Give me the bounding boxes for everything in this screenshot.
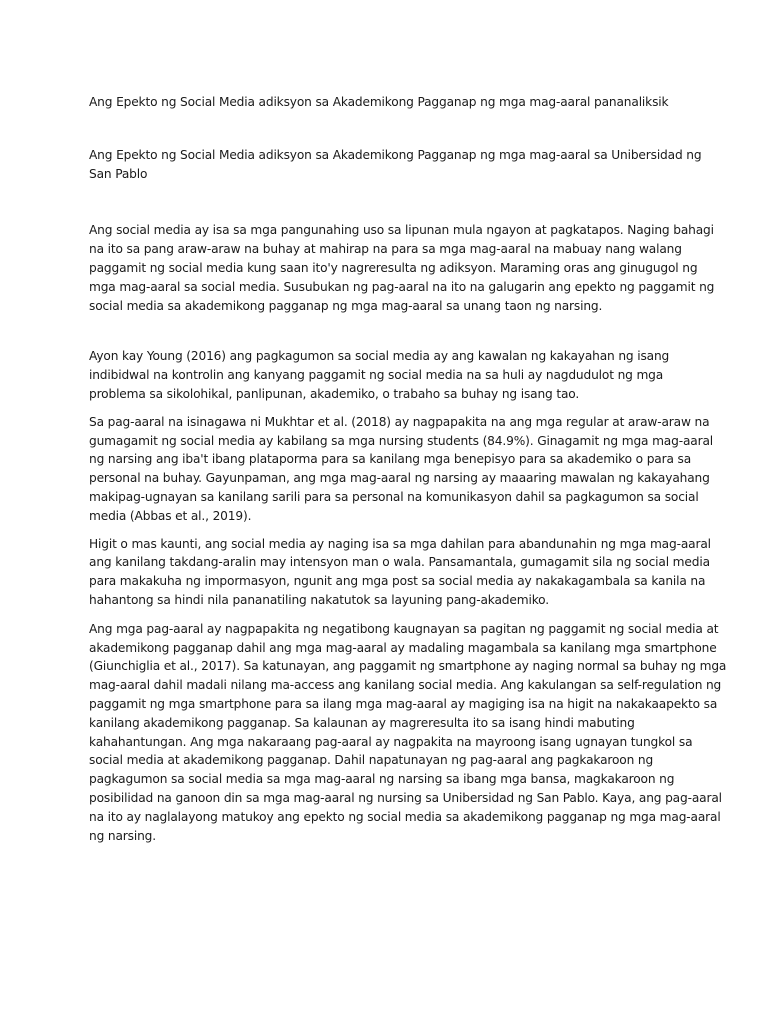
- text-line: ng narsing.: [89, 828, 156, 843]
- text-line: akademikong pagganap dahil ang mga mag-aaral ay madaling magambala sa kanilang mga smartphone: [89, 640, 717, 655]
- paragraph-mukhtar: [89, 413, 713, 526]
- document-title: [89, 93, 679, 112]
- text-line: makipag-ugnayan sa kanilang sarili para sa personal na komunikasyon dahil sa pagkagumon sa social: [89, 489, 699, 504]
- text-line: San Pablo: [89, 166, 148, 181]
- text-line: mga mag-aaral sa social media. Susubukan ng pag-aaral na ito na galugarin ang epekto ng paggamit ng: [89, 279, 715, 294]
- text-line: na ito sa pang araw-araw na buhay at mahirap na para sa mga mag-aaral na mabuay nang walang: [89, 242, 682, 257]
- text-line: Ayon kay Young (2016) ang pagkagumon sa social media ay ang kawalan ng kakayahan ng isang: [89, 349, 670, 364]
- text-line: Ang social media ay isa sa mga pangunahing uso sa lipunan mula ngayon at pagkatapos. Naging bahagi: [89, 223, 714, 238]
- text-line: kahahantungan. Ang mga nakaraang pag-aaral ay nagpakita na mayroong isang ugnayan tungkol sa: [89, 734, 693, 749]
- text-line: personal na buhay. Gayunpaman, ang mga mag-aaral ng narsing ay maaaring mawalan ng kakayahang: [89, 471, 710, 486]
- text-line: Ang mga pag-aaral ay nagpapakita ng negatibong kaugnayan sa pagitan ng paggamit ng social media at: [89, 621, 719, 636]
- text-line: mag-aaral dahil madali nilang ma-access ang kanilang social media. Ang kakulangan sa self-regulation ng: [89, 678, 722, 693]
- text-line: gumagamit ng social media ay kabilang sa mga nursing students (84.9%). Ginagamit ng mga mag-aaral: [89, 433, 713, 448]
- text-line: social media sa akademikong pagganap ng mga mag-aaral sa unang taon ng narsing.: [89, 298, 603, 313]
- document-body: [89, 93, 727, 845]
- text-line: hahantong sa hindi nila pananatiling nakatutok sa layuning pang-akademiko.: [89, 592, 549, 607]
- text-line: Ang Epekto ng Social Media adiksyon sa Akademikong Pagganap ng mga mag-aaral pananaliksik: [89, 95, 669, 109]
- text-line: paggamit ng social media kung saan ito'y nagreresulta ng adiksyon. Maraming oras ang ginugugol ng: [89, 260, 698, 275]
- document-subtitle: [89, 146, 702, 184]
- text-line: para makakuha ng impormasyon, ngunit ang mga post sa social media ay nakakagambala sa kanila na: [89, 574, 706, 589]
- text-line: social media at akademikong pagganap. Dahil napatunayan ng pag-aaral ang pagkakaroon ng: [89, 753, 654, 768]
- text-line: pagkagumon sa social media sa mga mag-aaral ng narsing sa ibang mga bansa, magkakaroon ng: [89, 772, 675, 787]
- text-line: Ang Epekto ng Social Media adiksyon sa Akademikong Pagganap ng mga mag-aaral sa Unibersidad ng: [89, 147, 702, 162]
- text-line: kanilang akademikong pagganap. Sa kalaunan ay magreresulta ito sa isang hindi mabuting: [89, 715, 635, 730]
- text-line: paggamit ng mga smartphone para sa ilang mga mag-aaral ay magiging isa na higit na nakakaapekto sa: [89, 696, 718, 711]
- paragraph-smartphone: [89, 620, 727, 846]
- text-line: media (Abbas et al., 2019).: [89, 508, 252, 523]
- text-line: Higit o mas kaunti, ang social media ay naging isa sa mga dahilan para abandunahin ng mga mag-aaral: [89, 536, 711, 551]
- paragraph-introduction: [89, 221, 715, 315]
- text-line: na ito ay naglalayong matukoy ang epekto ng social media sa akademikong pagganap ng mga mag-aaral: [89, 809, 721, 824]
- text-line: Sa pag-aaral na isinagawa ni Mukhtar et al. (2018) ay nagpapakita na ang mga regular at araw-araw na: [89, 414, 710, 429]
- text-line: problema sa sikolohikal, panlipunan, akademiko, o trabaho sa buhay ng isang tao.: [89, 386, 580, 401]
- text-line: indibidwal na kontrolin ang kanyang paggamit ng social media na sa huli ay nagdudulot ng mga: [89, 368, 664, 383]
- text-line: ng narsing ang iba't ibang plataporma para sa kanilang mga benepisyo para sa akademiko o para sa: [89, 452, 692, 467]
- paragraph-higit: [89, 535, 711, 610]
- text-line: ang kanilang takdang-aralin may intensyon man o wala. Pansamantala, gumagamit sila ng social media: [89, 555, 710, 570]
- text-line: posibilidad na ganoon din sa mga mag-aaral ng nursing sa Unibersidad ng San Pablo. Kaya, ang pag-aaral: [89, 790, 722, 805]
- paragraph-young: [89, 347, 679, 403]
- text-line: (Giunchiglia et al., 2017). Sa katunayan, ang paggamit ng smartphone ay naging normal sa buhay ng mga: [89, 659, 727, 674]
